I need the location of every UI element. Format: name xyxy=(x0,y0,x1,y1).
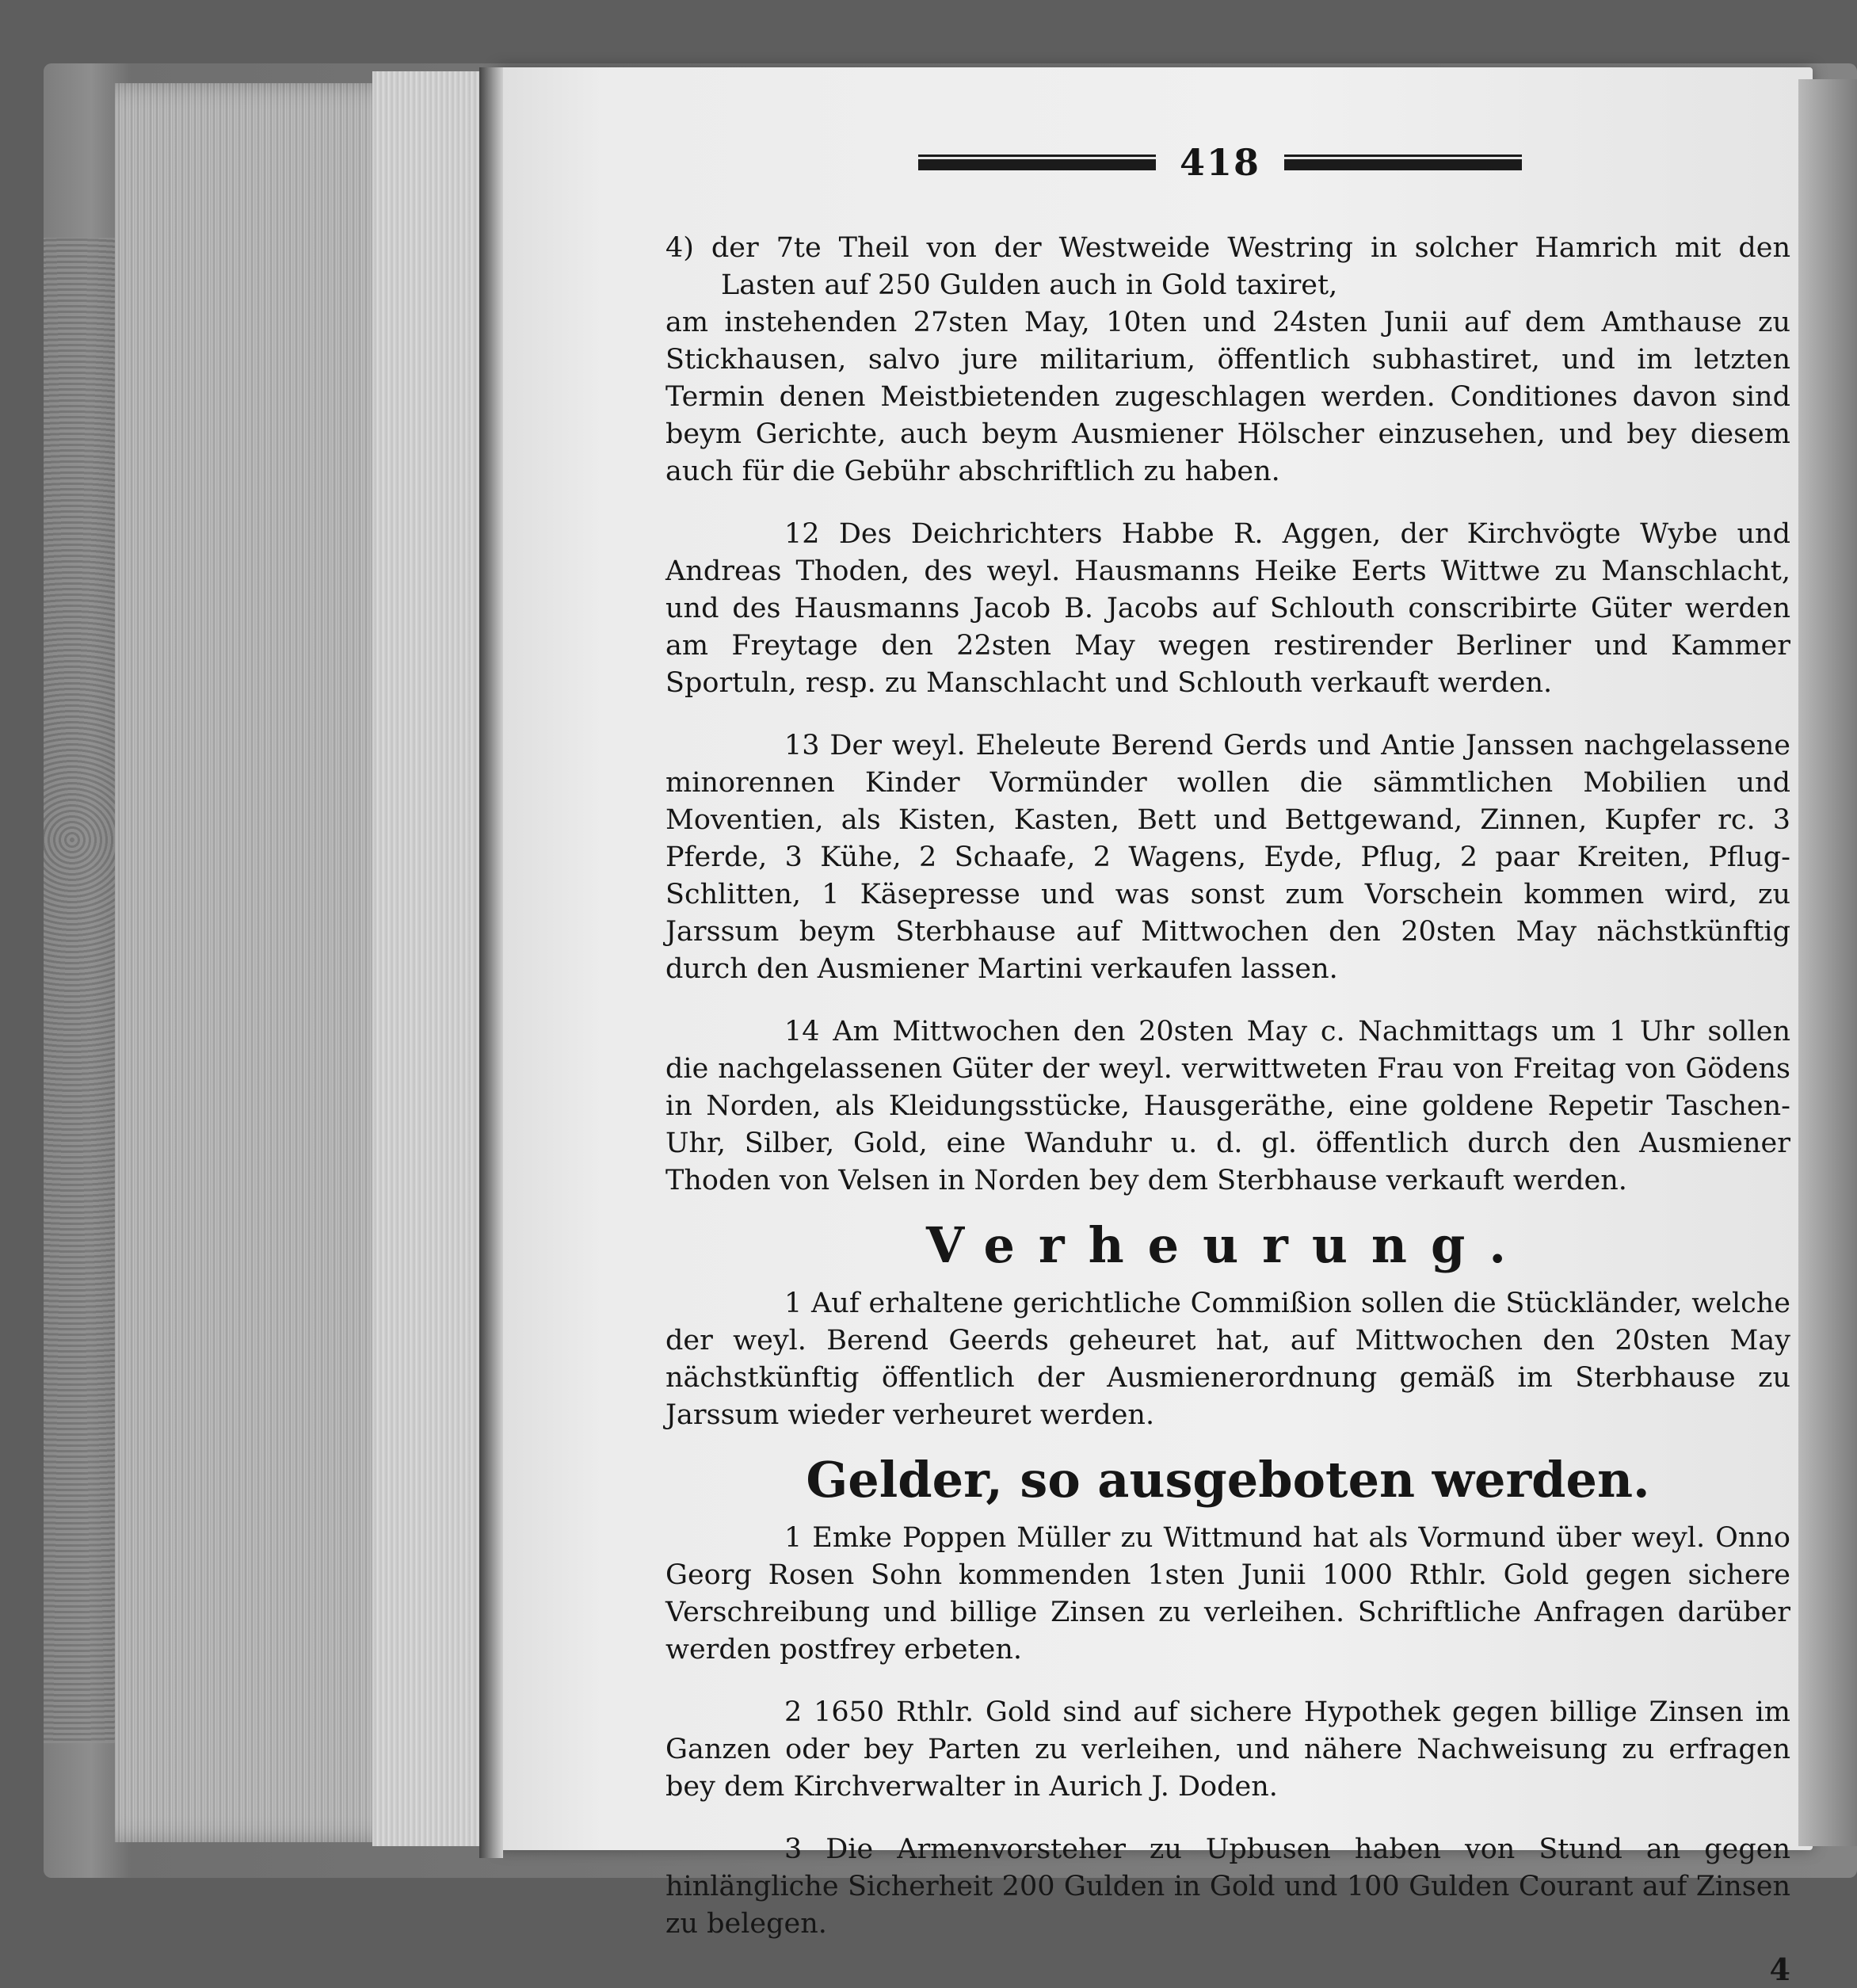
paragraph-13: 13 Der weyl. Eheleute Berend Gerds und Antie Janssen nachgelassene minorennen Kinder Vormünder wollen die sämmtlichen Mobilien und Moventien, als Kisten, Kasten, Bett und Bettgewand, Zinnen, Kupfer rc. 3 Pferde, 3 Kühe, 2 Schaafe, 2 Wagens, Eyde, Pflug, 2 paar Kreiten, Pflug-Schlitten, 1 Käsepresse und was sonst zum Vorschein kommen wird, zu Jarssum beym Sterbhause auf Mittwochen den 20sten May nächstkünftig durch den Ausmiener Martini verkaufen lassen. xyxy=(665,730,1790,985)
page-block-inner-edges xyxy=(372,71,483,1846)
item-label: 4) xyxy=(665,232,694,264)
page-right-edge xyxy=(1798,79,1857,1846)
page-header xyxy=(650,135,1790,190)
header-rule-left xyxy=(918,155,1156,170)
header-rule-right xyxy=(1284,155,1522,170)
gelder-paragraph-2: 2 1650 Rthlr. Gold sind auf sichere Hypothek gegen billige Zinsen im Ganzen oder bey Parten zu verleihen, und nähere Nachweisung zu erfragen bey dem Kirchverwalter in Aurich J. Doden. xyxy=(665,1696,1790,1803)
book-gutter xyxy=(479,67,503,1858)
gelder-paragraph-3: 3 Die Armenvorsteher zu Upbusen haben von Stund an gegen hinlängliche Sicherheit 200 Gulden in Gold und 100 Gulden Courant auf Zinsen zu belegen. xyxy=(665,1833,1790,1940)
paragraph-14: 14 Am Mittwochen den 20sten May c. Nachmittags um 1 Uhr sollen die nachgelassenen Güter der weyl. verwittweten Frau von Freitag von Gödens in Norden, als Kleidungsstücke, Hausgeräthe, eine goldene Repetir Taschen-Uhr, Silber, Gold, eine Wanduhr u. d. gl. öffentlich durch den Ausmiener Thoden von Velsen in Norden bey dem Sterbhause verkauft werden. xyxy=(665,1016,1790,1196)
continuation-paragraph: am instehenden 27sten May, 10ten und 24sten Junii auf dem Amthause zu Stickhausen, salvo jure militarium, öffentlich subhastiret, und im letzten Termin denen Meistbietenden zugeschlagen werden. Conditiones davon sind beym Gerichte, auch beym Ausmiener Hölscher einzusehen, und bey diesem auch für die Gebühr abschriftlich zu haben. xyxy=(665,307,1790,487)
item-paragraph xyxy=(665,230,1790,304)
section-heading-gelder: Gelder, so ausgeboten werden. xyxy=(806,1451,1650,1509)
page-number: 418 xyxy=(1179,140,1261,184)
gelder-paragraph-1: 1 Emke Poppen Müller zu Wittmund hat als Vormund über weyl. Onno Georg Rosen Sohn kommenden 1sten Junii 1000 Rthlr. Gold gegen sichere Verschreibung und billige Zinsen zu verleihen. Schriftliche Anfragen darüber werden postfrey erbeten. xyxy=(665,1522,1790,1666)
paragraph-12: 12 Des Deichrichters Habbe R. Aggen, der Kirchvögte Wybe und Andreas Thoden, des weyl. Hausmanns Heike Eerts Wittwe zu Manschlacht, und des Hausmanns Jacob B. Jacobs auf Schlouth conscribirte Güter werden am Freytage den 22sten May wegen restirender Berliner und Kammer Sportuln, resp. zu Manschlacht und Schlouth verkauft werden. xyxy=(665,518,1790,699)
catchword: 4 xyxy=(1769,1952,1790,1987)
item-text: der 7te Theil von der Westweide Westring in solcher Hamrich mit den Lasten auf 250 Gulden auch in Gold taxiret, xyxy=(711,232,1790,301)
page-text xyxy=(665,135,1790,1988)
section-heading-verheurung: Verheurung. xyxy=(926,1216,1530,1274)
verheurung-paragraph-1: 1 Auf erhaltene gerichtliche Commißion sollen die Stückländer, welche der weyl. Berend Geerds geheuret hat, auf Mittwochen den 20sten May nächstkünftig öffentlich der Ausmienerordnung gemäß im Sterbhause zu Jarssum wieder verheuret werden. xyxy=(665,1288,1790,1431)
